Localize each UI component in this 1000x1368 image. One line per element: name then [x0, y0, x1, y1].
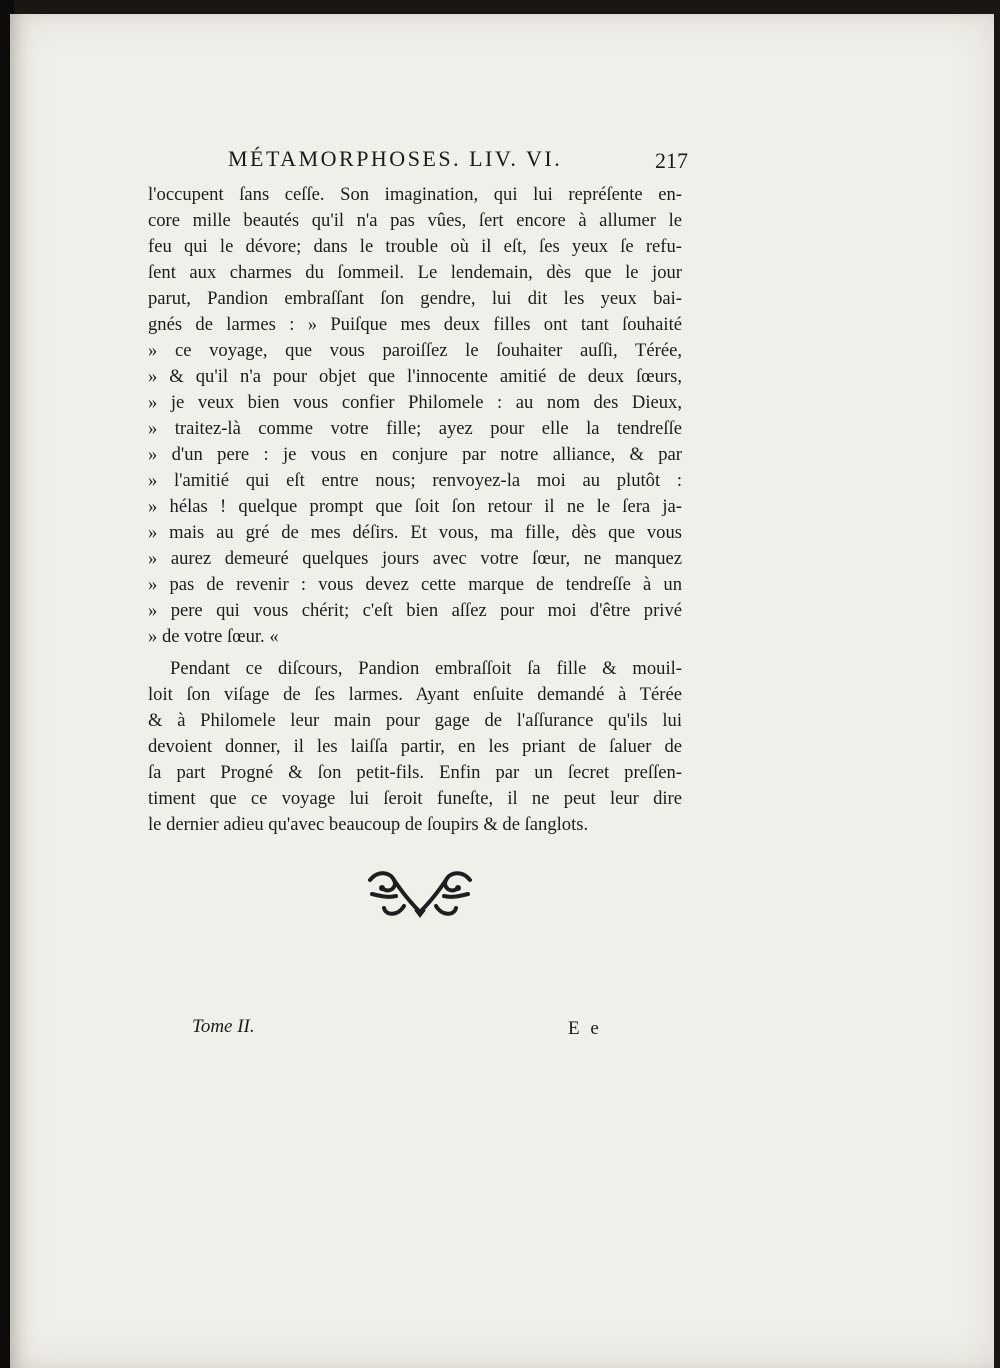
- text-line: timent que ce voyage lui ſeroit funeſte, il ne peut leur dire: [148, 788, 682, 809]
- text-line: l'occupent ſans ceſſe. Son imagination, qui lui repréſente en-: [148, 184, 682, 205]
- text-line: » d'un pere : je vous en conjure par notre alliance, & par: [148, 444, 682, 465]
- text-line: parut, Pandion embraſſant ſon gendre, lui dit les yeux bai-: [148, 288, 682, 309]
- text-line: » hélas ! quelque prompt que ſoit ſon retour il ne le ſera ja-: [148, 496, 682, 517]
- text-line: & à Philomele leur main pour gage de l'aſſurance qu'ils lui: [148, 710, 682, 731]
- text-line: gnés de larmes : » Puiſque mes deux filles ont tant ſouhaité: [148, 314, 682, 335]
- paragraph-2: [148, 656, 682, 838]
- text-line: » pere qui vous chérit; c'eſt bien aſſez pour moi d'être privé: [148, 600, 682, 621]
- running-head-title: MÉTAMORPHOSES. LIV. VI.: [228, 146, 563, 171]
- text-line: » aurez demeuré quelques jours avec votre ſœur, ne manquez: [148, 548, 682, 569]
- fleuron-ornament-icon: [364, 866, 476, 920]
- page-number: 217: [655, 148, 688, 173]
- text-line: » traitez-là comme votre fille; ayez pour elle la tendreſſe: [148, 418, 682, 439]
- text-line: feu qui le dévore; dans le trouble où il eſt, ſes yeux ſe refu-: [148, 236, 682, 257]
- text-line: le dernier adieu qu'avec beaucoup de ſoupirs & de ſanglots.: [148, 814, 589, 835]
- text-line: ſa part Progné & ſon petit-fils. Enfin par un ſecret preſſen-: [148, 762, 682, 783]
- text-line: » & qu'il n'a pour objet que l'innocente amitié de deux ſœurs,: [148, 366, 682, 387]
- volume-label: Tome II.: [192, 1016, 255, 1037]
- text-line: » je veux bien vous confier Philomele : au nom des Dieux,: [148, 392, 682, 413]
- text-line: Pendant ce diſcours, Pandion embraſſoit ſa fille & mouil-: [170, 658, 682, 679]
- text-line: ſent aux charmes du ſommeil. Le lendemain, dès que le jour: [148, 262, 682, 283]
- text-line: devoient donner, il les laiſſa partir, en les priant de ſaluer de: [148, 736, 682, 757]
- text-line: loit ſon viſage de ſes larmes. Ayant enſuite demandé à Térée: [148, 684, 682, 705]
- text-line: » l'amitié qui eſt entre nous; renvoyez-la moi au plutôt :: [148, 470, 682, 491]
- text-line: » de votre ſœur. «: [148, 626, 279, 647]
- text-line: » ce voyage, que vous paroiſſez le ſouhaiter auſſi, Térée,: [148, 340, 682, 361]
- text-line: » mais au gré de mes déſirs. Et vous, ma fille, dès que vous: [148, 522, 682, 543]
- body-text: [148, 182, 682, 838]
- running-head: [228, 146, 688, 172]
- signature-mark: E e: [568, 1018, 602, 1039]
- text-line: » pas de revenir : vous devez cette marque de tendreſſe à un: [148, 574, 682, 595]
- text-line: core mille beautés qu'il n'a pas vûes, ſert encore à allumer le: [148, 210, 682, 231]
- paragraph-1: [148, 182, 682, 650]
